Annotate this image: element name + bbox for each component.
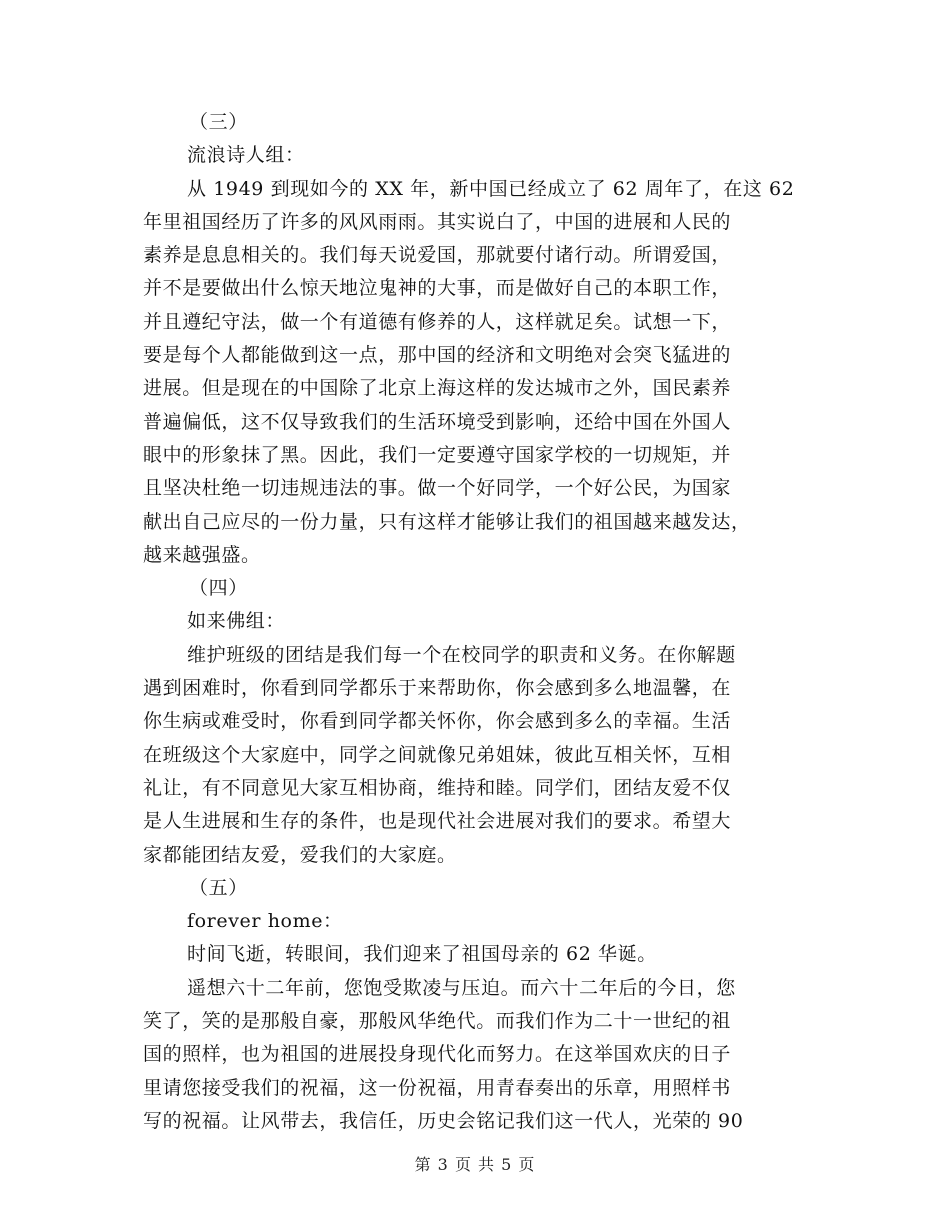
paragraph-line: 越来越强盛。 [143,543,261,566]
paragraph-line: 维护班级的团结是我们每一个在校同学的职责和义务。在你解题 [187,643,736,666]
group-label: forever home： [187,910,343,933]
paragraph-line: 素养是息息相关的。我们每天说爱国，那就要付诸行动。所谓爱国， [143,244,732,267]
paragraph-line: 你生病或难受时，你看到同学都关怀你，你会感到多么的幸福。生活 [143,710,732,733]
section-heading: （三） [189,111,248,133]
group-label: 如来佛组： [187,610,286,633]
paragraph-line: 时间飞逝，转眼间，我们迎来了祖国母亲的 62 华诞。 [187,943,657,966]
paragraph-line: 遇到困难时，你看到同学都乐于来帮助你，你会感到多么地温馨，在 [143,677,732,700]
paragraph-line: 进展。但是现在的中国除了北京上海这样的发达城市之外，国民素养 [143,377,732,400]
paragraph-line: 里请您接受我们的祝福，这一份祝福，用青春奏出的乐章，用照样书 [143,1076,732,1099]
section-heading: （四） [189,577,248,600]
paragraph-line: 从 1949 到现如今的 XX 年，新中国已经成立了 62 周年了，在这 62 [187,177,795,200]
paragraph-line: 遥想六十二年前，您饱受欺凌与压迫。而六十二年后的今日，您 [187,976,736,999]
paragraph-line: 在班级这个大家庭中，同学之间就像兄弟姐妹，彼此互相关怀，互相 [143,743,732,766]
paragraph-line: 普遍偏低，这不仅导致我们的生活环境受到影响，还给中国在外国人 [143,410,732,433]
paragraph-line: 笑了，笑的是那般自豪，那般风华绝代。而我们作为二十一世纪的祖 [143,1010,732,1033]
page-footer: 第 3 页 共 5 页 [414,1155,536,1174]
paragraph-line: 要是每个人都能做到这一点，那中国的经济和文明绝对会突飞猛进的 [143,344,732,367]
paragraph-line: 家都能团结友爱，爱我们的大家庭。 [143,843,457,866]
paragraph-line: 眼中的形象抹了黑。因此，我们一定要遵守国家学校的一切规矩，并 [143,443,732,466]
paragraph-line: 献出自己应尽的一份力量，只有这样才能够让我们的祖国越来越发达， [143,510,751,533]
paragraph-line: 且坚决杜绝一切违规违法的事。做一个好同学，一个好公民，为国家 [143,477,732,500]
group-label: 流浪诗人组： [187,144,305,167]
paragraph-line: 并且遵纪守法，做一个有道德有修养的人，这样就足矣。试想一下， [143,310,732,333]
paragraph-line: 并不是要做出什么惊天地泣鬼神的大事，而是做好自己的本职工作， [143,277,732,300]
paragraph-line: 国的照样，也为祖国的进展投身现代化而努力。在这举国欢庆的日子 [143,1043,732,1066]
paragraph-line: 写的祝福。让风带去，我信任，历史会铭记我们这一代人，光荣的 90 [143,1109,744,1132]
section-heading: （五） [189,876,248,899]
paragraph-line: 年里祖国经历了许多的风风雨雨。其实说白了，中国的进展和人民的 [143,210,732,233]
paragraph-line: 礼让，有不同意见大家互相协商，维持和睦。同学们，团结友爱不仅 [143,776,732,799]
paragraph-line: 是人生进展和生存的条件，也是现代社会进展对我们的要求。希望大 [143,810,732,833]
document-body [143,106,811,1138]
